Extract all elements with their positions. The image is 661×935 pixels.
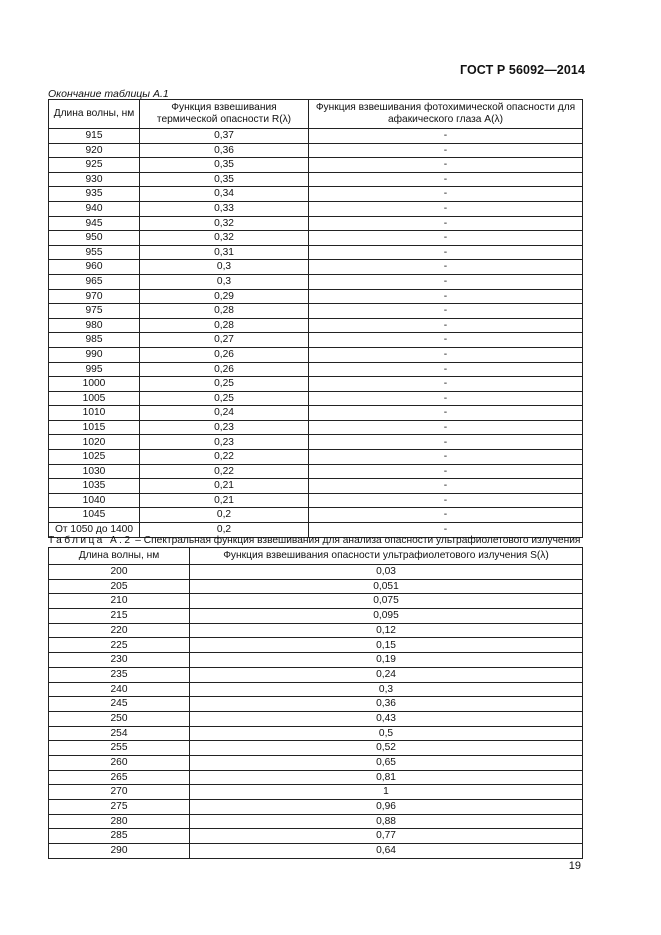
wavelength-cell: 940 xyxy=(49,201,140,216)
wavelength-cell: От 1050 до 1400 xyxy=(49,523,140,538)
wavelength-cell: 200 xyxy=(49,565,190,580)
table-row xyxy=(49,653,583,668)
photochemical-hazard-cell: - xyxy=(309,406,583,421)
thermal-hazard-cell: 0,28 xyxy=(140,318,309,333)
photochemical-hazard-cell: - xyxy=(309,201,583,216)
wavelength-cell: 230 xyxy=(49,653,190,668)
photochemical-hazard-cell: - xyxy=(309,493,583,508)
table1-caption: Окончание таблицы А.1 xyxy=(48,88,169,100)
thermal-hazard-cell: 0,22 xyxy=(140,464,309,479)
photochemical-hazard-cell: - xyxy=(309,362,583,377)
photochemical-hazard-cell: - xyxy=(309,216,583,231)
table-row xyxy=(49,420,583,435)
table-row xyxy=(49,187,583,202)
wavelength-cell: 290 xyxy=(49,844,190,859)
uv-hazard-cell: 0,96 xyxy=(190,800,583,815)
wavelength-cell: 930 xyxy=(49,172,140,187)
table-row xyxy=(49,741,583,756)
wavelength-cell: 240 xyxy=(49,682,190,697)
wavelength-cell: 955 xyxy=(49,245,140,260)
photochemical-hazard-cell: - xyxy=(309,245,583,260)
thermal-hazard-cell: 0,33 xyxy=(140,201,309,216)
wavelength-cell: 260 xyxy=(49,755,190,770)
thermal-hazard-cell: 0,2 xyxy=(140,523,309,538)
thermal-hazard-cell: 0,27 xyxy=(140,333,309,348)
thermal-hazard-cell: 0,35 xyxy=(140,158,309,173)
wavelength-cell: 215 xyxy=(49,609,190,624)
photochemical-hazard-cell: - xyxy=(309,435,583,450)
table-row xyxy=(49,464,583,479)
photochemical-hazard-cell: - xyxy=(309,377,583,392)
table-row xyxy=(49,391,583,406)
table-row xyxy=(49,726,583,741)
thermal-hazard-cell: 0,32 xyxy=(140,231,309,246)
uv-hazard-cell: 0,03 xyxy=(190,565,583,580)
table-row xyxy=(49,609,583,624)
table-row xyxy=(49,682,583,697)
uv-hazard-cell: 0,095 xyxy=(190,609,583,624)
wavelength-cell: 1000 xyxy=(49,377,140,392)
table2-caption-label: Таблица А.2 xyxy=(48,535,133,546)
table-row xyxy=(49,304,583,319)
table-row xyxy=(49,245,583,260)
table-row xyxy=(49,231,583,246)
uv-hazard-cell: 0,19 xyxy=(190,653,583,668)
photochemical-hazard-cell: - xyxy=(309,172,583,187)
wavelength-cell: 935 xyxy=(49,187,140,202)
table-row xyxy=(49,260,583,275)
wavelength-cell: 1030 xyxy=(49,464,140,479)
wavelength-cell: 255 xyxy=(49,741,190,756)
photochemical-hazard-cell: - xyxy=(309,479,583,494)
table1-header-row xyxy=(49,100,583,129)
wavelength-cell: 950 xyxy=(49,231,140,246)
table-row xyxy=(49,814,583,829)
wavelength-cell: 275 xyxy=(49,800,190,815)
table-row xyxy=(49,318,583,333)
table-row xyxy=(49,143,583,158)
wavelength-cell: 1025 xyxy=(49,450,140,465)
thermal-hazard-cell: 0,32 xyxy=(140,216,309,231)
standard-designation: ГОСТ Р 56092—2014 xyxy=(459,63,585,77)
table-row xyxy=(49,800,583,815)
table-row xyxy=(49,172,583,187)
thermal-hazard-cell: 0,24 xyxy=(140,406,309,421)
thermal-hazard-cell: 0,3 xyxy=(140,274,309,289)
wavelength-cell: 245 xyxy=(49,697,190,712)
wavelength-cell: 1020 xyxy=(49,435,140,450)
table2-header-row xyxy=(49,548,583,565)
wavelength-cell: 925 xyxy=(49,158,140,173)
table-row xyxy=(49,216,583,231)
uv-hazard-cell: 0,43 xyxy=(190,711,583,726)
wavelength-cell: 210 xyxy=(49,594,190,609)
thermal-hazard-cell: 0,29 xyxy=(140,289,309,304)
page-number: 19 xyxy=(568,860,581,872)
uv-hazard-cell: 0,81 xyxy=(190,770,583,785)
uv-hazard-cell: 0,77 xyxy=(190,829,583,844)
uv-hazard-cell: 0,65 xyxy=(190,755,583,770)
thermal-hazard-cell: 0,3 xyxy=(140,260,309,275)
table-row xyxy=(49,289,583,304)
photochemical-hazard-cell: - xyxy=(309,274,583,289)
wavelength-cell: 225 xyxy=(49,638,190,653)
wavelength-cell: 205 xyxy=(49,579,190,594)
thermal-hazard-cell: 0,21 xyxy=(140,479,309,494)
wavelength-cell: 254 xyxy=(49,726,190,741)
photochemical-hazard-cell: - xyxy=(309,289,583,304)
uv-hazard-cell: 0,24 xyxy=(190,667,583,682)
table-row xyxy=(49,333,583,348)
wavelength-cell: 270 xyxy=(49,785,190,800)
uv-hazard-cell: 0,64 xyxy=(190,844,583,859)
thermal-hazard-cell: 0,2 xyxy=(140,508,309,523)
table-row xyxy=(49,579,583,594)
photochemical-hazard-cell: - xyxy=(309,391,583,406)
wavelength-cell: 945 xyxy=(49,216,140,231)
photochemical-hazard-cell: - xyxy=(309,129,583,144)
uv-hazard-cell: 1 xyxy=(190,785,583,800)
thermal-hazard-cell: 0,36 xyxy=(140,143,309,158)
uv-hazard-cell: 0,52 xyxy=(190,741,583,756)
wavelength-cell: 285 xyxy=(49,829,190,844)
wavelength-cell: 265 xyxy=(49,770,190,785)
photochemical-hazard-cell: - xyxy=(309,347,583,362)
table-row xyxy=(49,711,583,726)
wavelength-cell: 250 xyxy=(49,711,190,726)
thermal-hazard-cell: 0,37 xyxy=(140,129,309,144)
wavelength-cell: 975 xyxy=(49,304,140,319)
photochemical-hazard-cell: - xyxy=(309,464,583,479)
wavelength-cell: 1010 xyxy=(49,406,140,421)
photochemical-hazard-cell: - xyxy=(309,187,583,202)
table-row xyxy=(49,201,583,216)
table2-col-wavelength: Длина волны, нм xyxy=(49,548,190,565)
wavelength-cell: 1005 xyxy=(49,391,140,406)
thermal-hazard-cell: 0,31 xyxy=(140,245,309,260)
thermal-hazard-cell: 0,22 xyxy=(140,450,309,465)
table-row xyxy=(49,493,583,508)
wavelength-cell: 915 xyxy=(49,129,140,144)
uv-hazard-cell: 0,3 xyxy=(190,682,583,697)
photochemical-hazard-cell: - xyxy=(309,450,583,465)
photochemical-hazard-cell: - xyxy=(309,304,583,319)
table-row xyxy=(49,667,583,682)
table-row xyxy=(49,450,583,465)
table-row xyxy=(49,638,583,653)
thermal-hazard-cell: 0,26 xyxy=(140,347,309,362)
table-row xyxy=(49,347,583,362)
photochemical-hazard-cell: - xyxy=(309,333,583,348)
table-row xyxy=(49,829,583,844)
photochemical-hazard-cell: - xyxy=(309,260,583,275)
wavelength-cell: 965 xyxy=(49,274,140,289)
table-row xyxy=(49,406,583,421)
table-row xyxy=(49,785,583,800)
table-row xyxy=(49,158,583,173)
thermal-hazard-cell: 0,25 xyxy=(140,377,309,392)
table1-body xyxy=(49,129,583,538)
table-row xyxy=(49,479,583,494)
table2-caption: Таблица А.2 – Спектральная функция взвешивания для анализа опасности ультрафиолетового излучения xyxy=(48,535,581,546)
table1-col-photochemical: Функция взвешивания фотохимической опасности для афакического глаза A(λ) xyxy=(309,100,583,129)
table-row xyxy=(49,755,583,770)
wavelength-cell: 970 xyxy=(49,289,140,304)
photochemical-hazard-cell: - xyxy=(309,231,583,246)
thermal-hazard-cell: 0,25 xyxy=(140,391,309,406)
uv-hazard-cell: 0,88 xyxy=(190,814,583,829)
thermal-hazard-cell: 0,28 xyxy=(140,304,309,319)
table-row xyxy=(49,697,583,712)
wavelength-cell: 920 xyxy=(49,143,140,158)
uv-hazard-cell: 0,15 xyxy=(190,638,583,653)
wavelength-cell: 985 xyxy=(49,333,140,348)
photochemical-hazard-cell: - xyxy=(309,508,583,523)
wavelength-cell: 1045 xyxy=(49,508,140,523)
uv-hazard-cell: 0,36 xyxy=(190,697,583,712)
uv-hazard-cell: 0,12 xyxy=(190,623,583,638)
table-row xyxy=(49,274,583,289)
photochemical-hazard-cell: - xyxy=(309,158,583,173)
table-row xyxy=(49,594,583,609)
thermal-hazard-cell: 0,21 xyxy=(140,493,309,508)
uv-weighting-table-a2 xyxy=(48,547,583,859)
table-row xyxy=(49,565,583,580)
photochemical-hazard-cell: - xyxy=(309,143,583,158)
wavelength-cell: 1035 xyxy=(49,479,140,494)
wavelength-cell: 980 xyxy=(49,318,140,333)
thermal-hazard-cell: 0,23 xyxy=(140,420,309,435)
table-row xyxy=(49,508,583,523)
wavelength-cell: 1015 xyxy=(49,420,140,435)
wavelength-cell: 1040 xyxy=(49,493,140,508)
table-row xyxy=(49,844,583,859)
thermal-hazard-cell: 0,34 xyxy=(140,187,309,202)
table-row xyxy=(49,623,583,638)
uv-hazard-cell: 0,075 xyxy=(190,594,583,609)
table1-col-thermal: Функция взвешивания термической опасности R(λ) xyxy=(140,100,309,129)
wavelength-cell: 280 xyxy=(49,814,190,829)
thermal-hazard-cell: 0,23 xyxy=(140,435,309,450)
uv-hazard-cell: 0,051 xyxy=(190,579,583,594)
wavelength-cell: 960 xyxy=(49,260,140,275)
weighting-table-a1 xyxy=(48,99,583,538)
table2-col-uv-hazard: Функция взвешивания опасности ультрафиолетового излучения S(λ) xyxy=(190,548,583,565)
wavelength-cell: 220 xyxy=(49,623,190,638)
table2-body xyxy=(49,565,583,859)
table-row xyxy=(49,129,583,144)
photochemical-hazard-cell: - xyxy=(309,523,583,538)
thermal-hazard-cell: 0,35 xyxy=(140,172,309,187)
thermal-hazard-cell: 0,26 xyxy=(140,362,309,377)
uv-hazard-cell: 0,5 xyxy=(190,726,583,741)
table-row xyxy=(49,770,583,785)
table1-col-wavelength: Длина волны, нм xyxy=(49,100,140,129)
table-row xyxy=(49,435,583,450)
wavelength-cell: 995 xyxy=(49,362,140,377)
photochemical-hazard-cell: - xyxy=(309,420,583,435)
photochemical-hazard-cell: - xyxy=(309,318,583,333)
table-row xyxy=(49,377,583,392)
table2-caption-text: Спектральная функция взвешивания для анализа опасности ультрафиолетового излучения xyxy=(143,535,581,546)
wavelength-cell: 235 xyxy=(49,667,190,682)
table-row xyxy=(49,362,583,377)
wavelength-cell: 990 xyxy=(49,347,140,362)
